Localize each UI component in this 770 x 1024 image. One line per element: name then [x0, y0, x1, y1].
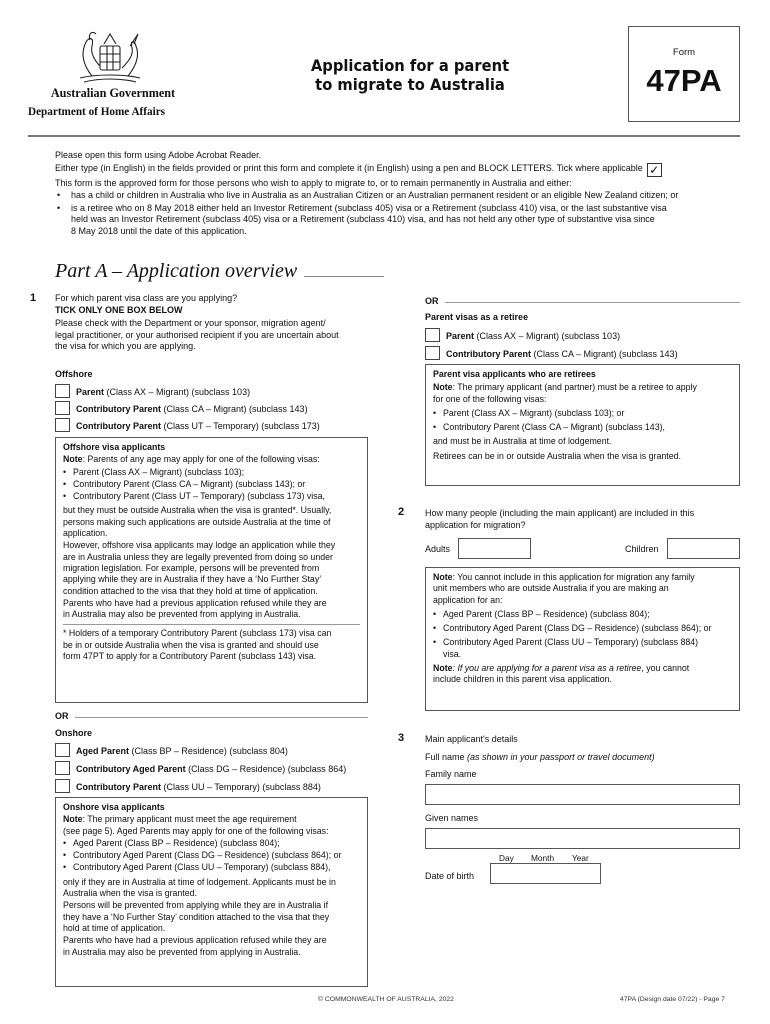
or-divider — [75, 717, 368, 718]
children-input[interactable] — [667, 538, 740, 559]
intro-line: Either type (in English) in the fields provided or print this form and complete it (in English) using a pen and BLOCK LETTERS. Tick where applicable ✓ — [55, 163, 745, 177]
copyright: © COMMONWEALTH OF AUSTRALIA, 2022 — [318, 996, 454, 1003]
intro-bullet: • is a retiree who on 8 May 2018 either held an Investor Retirement (subclass 405) visa or a Retirement (subclass 410) visa, or the last substantive visa held was an Investor Retirement (subclass 405) visa or a Retirement (subclass 410) visa, and has not held any other type of substantive visa since 8 May 2018 until the date of this application. — [55, 203, 745, 238]
offshore-info-box: Offshore visa applicants Note: Parents of any age may apply for one of the following visas: • Parent (Class AX – Migrant) (subclass 103); • Contributory Parent (Class CA – Migrant) (subclass 143); or • Contributory Parent (Class UT – Temporary) (subclass 173) visa, but they must be outside Australia when the visa is granted*. Usually, persons making such applications are outside Australia at the time of application. However, offshore visa applicants may lodge an application while they are in Australia unless they are legally prevented from doing so under migration legislation. For example, persons will be prevented from applying while they are in Australia if they have a ‘No Further Stay’ condition attached to the visa that they hold at time of application. Parents who have had a previous application refused while they are in Australia may also be prevented from applying in Australia. * Holders of a temporary Contributory Parent (subclass 173) visa can be in or outside Australia when the visa is granted and should use form 47PT to apply for a Contributory Parent (subclass 143) visa. — [55, 437, 368, 703]
australian-coat-of-arms-icon — [70, 26, 150, 84]
given-names-label: Given names — [425, 813, 479, 823]
full-name-label: Full name (as shown in your passport or travel document) — [425, 752, 655, 762]
page-info: 47PA (Design date 07/22) - Page 7 — [620, 996, 725, 1003]
option-label: Contributory Parent (Class CA – Migrant) (subclass 143) — [446, 349, 678, 359]
retiree-info-box: Parent visa applicants who are retirees Note: The primary applicant (and partner) must be a retiree to apply for one of the following visas: • Parent (Class AX – Migrant) (subclass 103); or • Contributory Parent (Class CA – Migrant) (subclass 143), and must be in Australia at time of lodgement. Retirees can be in or outside Australia when the visa is granted. — [425, 364, 740, 486]
option-label: Parent (Class AX – Migrant) (subclass 103) — [446, 331, 621, 341]
option-label: Aged Parent (Class BP – Residence) (subclass 804) — [76, 746, 288, 756]
option-label: Contributory Parent (Class UU – Temporary) (subclass 884) — [76, 782, 321, 792]
checkbox-parent-103[interactable] — [55, 384, 70, 398]
children-label: Children — [625, 544, 659, 554]
year-label: Year — [572, 853, 589, 863]
q2-info-box: Note: You cannot include in this application for migration any family unit members who are outside Australia if you are making an application for an: • Aged Parent (Class BP – Residence) (subclass 804); • Contributory Aged Parent (Class DG – Residence) (subclass 864); or • Contributory Aged Parent (Class UU – Temporary) (subclass 884) visa. Note: If you are applying for a parent visa as a retiree, you cannot include children in this parent visa application. — [425, 567, 740, 711]
offshore-heading: Offshore — [55, 369, 93, 379]
checkbox-retiree-parent-103[interactable] — [425, 328, 440, 342]
footnote-divider — [63, 624, 360, 625]
header-divider — [28, 135, 740, 137]
part-a-rule — [304, 276, 384, 277]
government-name: Australian Government — [50, 86, 176, 100]
adults-label: Adults — [425, 544, 451, 554]
form-number-box — [628, 26, 740, 122]
intro-bullet: • has a child or children in Australia who live in Australia as an Australian Citizen or an Australian permanent resident or an eligible New Zealand citizen; or — [55, 190, 745, 202]
intro-line: This form is the approved form for those persons who wish to apply to migrate to, or to remain permanently in Australia and either: — [55, 177, 572, 188]
checkbox-aged-parent-804[interactable] — [55, 743, 70, 757]
family-name-input[interactable] — [425, 784, 740, 805]
date-of-birth-input[interactable] — [490, 863, 601, 884]
question-number: 3 — [398, 732, 405, 744]
form-label: Form — [672, 47, 696, 58]
or-divider — [445, 302, 740, 303]
checkbox-contributory-parent-143[interactable] — [55, 401, 70, 415]
q3-heading: Main applicant's details — [425, 734, 518, 744]
tick-example-box: ✓ — [647, 163, 662, 177]
checkbox-retiree-contributory-parent-143[interactable] — [425, 346, 440, 360]
option-label: Parent (Class AX – Migrant) (subclass 103) — [76, 387, 251, 397]
day-label: Day — [499, 853, 514, 863]
form-title: Application for a parent to migrate to Australia — [310, 56, 510, 94]
checkbox-contributory-parent-173[interactable] — [55, 418, 70, 432]
onshore-heading: Onshore — [55, 728, 93, 738]
checkbox-contributory-parent-884[interactable] — [55, 779, 70, 793]
adults-input[interactable] — [458, 538, 531, 559]
option-label: Contributory Parent (Class CA – Migrant) (subclass 143) — [76, 404, 308, 414]
onshore-info-box: Onshore visa applicants Note: The primary applicant must meet the age requirement (see page 5). Aged Parents may apply for one of the following visas: • Aged Parent (Class BP – Residence) (subclass 804); • Contributory Aged Parent (Class DG – Residence) (subclass 864); or • Contributory Aged Parent (Class UU – Temporary) (subclass 884), only if they are in Australia at time of lodgement. Applicants must be in Australia when the visa is granted. Persons will be prevented from applying while they are in Australia if they have a ‘No Further Stay’ condition attached to the visa that they hold at time of application. Parents who have had a previous application refused while they are in Australia may also be prevented from applying in Australia. — [55, 797, 368, 987]
given-names-input[interactable] — [425, 828, 740, 849]
department-name: Department of Home Affairs — [28, 106, 166, 118]
part-a-title: Part A – Application overview — [55, 260, 298, 282]
form-number: 47PA — [646, 63, 722, 98]
q2-question: How many people (including the main applicant) are included in this application for migration? — [425, 508, 695, 530]
month-label: Month — [531, 853, 555, 863]
or-label: OR — [55, 711, 69, 721]
or-label: OR — [425, 296, 439, 306]
intro-line: Please open this form using Adobe Acrobat Reader. — [55, 150, 262, 160]
option-label: Contributory Aged Parent (Class DG – Residence) (subclass 864) — [76, 764, 347, 774]
option-label: Contributory Parent (Class UT – Temporary) (subclass 173) — [76, 421, 320, 431]
q1-question: For which parent visa class are you applying? TICK ONLY ONE BOX BELOW Please check with the Department or your sponsor, migration agent/ legal practitioner, or your authorised recipient if you are uncertain about the visa for which you are applying. — [55, 293, 339, 351]
question-number: 2 — [398, 506, 405, 518]
retiree-heading: Parent visas as a retiree — [425, 312, 529, 322]
checkbox-contributory-aged-parent-864[interactable] — [55, 761, 70, 775]
question-number: 1 — [30, 292, 37, 304]
family-name-label: Family name — [425, 769, 477, 779]
dob-label: Date of birth — [425, 871, 475, 881]
intro-text — [55, 150, 745, 239]
